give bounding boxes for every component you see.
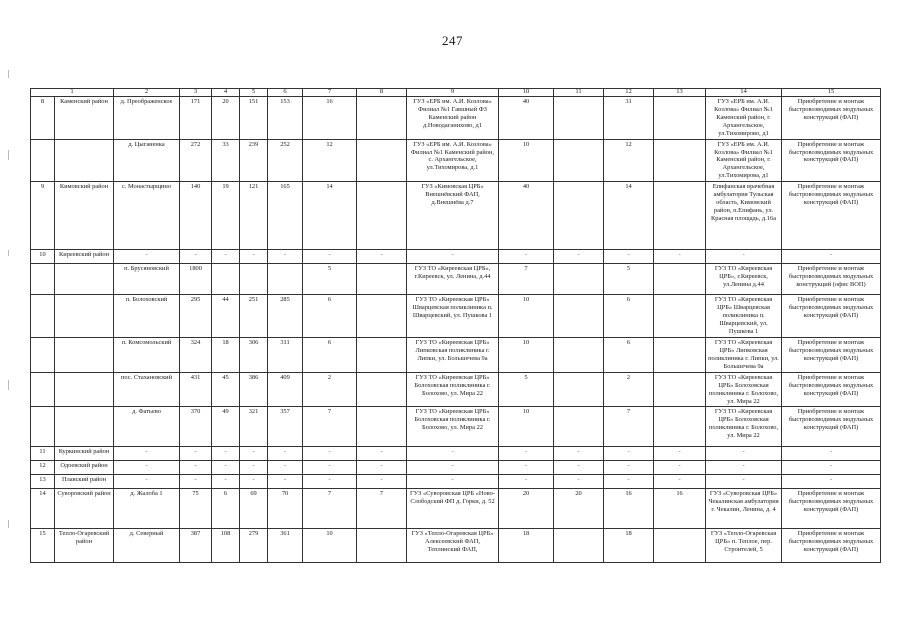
table-row <box>31 475 881 489</box>
value-cell: 33 <box>212 139 240 182</box>
value-cell <box>654 264 706 295</box>
value-cell: 7 <box>303 407 357 447</box>
district-cell <box>55 295 114 338</box>
value-cell: 5 <box>604 264 654 295</box>
value-cell: 18 <box>212 337 240 372</box>
district-cell <box>55 407 114 447</box>
facility-cell: - <box>706 250 782 264</box>
facility-cell: - <box>407 461 499 475</box>
district-cell <box>55 372 114 407</box>
value-cell: - <box>604 475 654 489</box>
value-cell <box>554 337 604 372</box>
value-cell <box>268 264 303 295</box>
facility-cell: ГУЗ «Кимовская ЦРБ» Внешнёвский ФАП, д.Внешнёва д.7 <box>407 182 499 250</box>
table-row <box>31 461 881 475</box>
district-cell: Плавский район <box>55 475 114 489</box>
row-number-cell: 10 <box>31 250 55 264</box>
row-number-cell: 13 <box>31 475 55 489</box>
value-cell: 31 <box>604 96 654 139</box>
value-cell <box>554 407 604 447</box>
facility-cell: - <box>706 475 782 489</box>
value-cell: - <box>240 447 268 461</box>
value-cell: - <box>303 250 357 264</box>
measure-cell: Приобретение и монтаж быстровозводимых модульных конструкций (ФАП) <box>782 529 881 563</box>
value-cell: 6 <box>303 337 357 372</box>
value-cell: 7 <box>357 489 407 529</box>
facility-cell: ГУЗ «Тепло-Огаревская ЦРБ» п. Теплое, пер. Строителей, 5 <box>706 529 782 563</box>
settlement-cell: д. Цыганенка <box>114 139 180 182</box>
value-cell <box>654 529 706 563</box>
value-cell: 370 <box>180 407 212 447</box>
table-row <box>31 372 881 407</box>
settlement-cell: - <box>114 250 180 264</box>
value-cell: 361 <box>268 529 303 563</box>
value-cell <box>554 372 604 407</box>
row-number-cell: 9 <box>31 182 55 250</box>
measure-cell: Приобретение и монтаж быстровозводимых модульных конструкций (ФАП) <box>782 407 881 447</box>
value-cell: - <box>554 461 604 475</box>
header-cell: 3 <box>180 89 212 97</box>
value-cell: 16 <box>604 489 654 529</box>
value-cell: 20 <box>212 96 240 139</box>
district-cell: Тепло-Огаревский район <box>55 529 114 563</box>
edge-tick <box>8 250 9 256</box>
facility-cell: - <box>706 447 782 461</box>
value-cell <box>554 182 604 250</box>
header-cell: 9 <box>407 89 499 97</box>
measure-cell: Приобретение и монтаж быстровозводимых модульных конструкций (офис ВОП) <box>782 264 881 295</box>
measure-cell: - <box>782 447 881 461</box>
value-cell: 171 <box>180 96 212 139</box>
value-cell: 6 <box>604 337 654 372</box>
table-row <box>31 250 881 264</box>
value-cell: - <box>180 461 212 475</box>
value-cell: 45 <box>212 372 240 407</box>
value-cell: 272 <box>180 139 212 182</box>
facility-cell: ГУЗ «ЕРБ им. А.И. Козлова» Филиал №1 Каменский район, г. Архангельское, ул.Тихомирова, д1 <box>706 139 782 182</box>
value-cell: 311 <box>268 337 303 372</box>
value-cell <box>357 139 407 182</box>
value-cell <box>357 182 407 250</box>
value-cell <box>357 264 407 295</box>
value-cell: - <box>240 250 268 264</box>
value-cell: 18 <box>604 529 654 563</box>
settlement-cell: - <box>114 475 180 489</box>
facility-cell: ГУЗ «ЕРБ им. А.И. Козлова» Филиал №1 Каменский район, г. Архангельское, ул.Тихомирово, д1 <box>706 96 782 139</box>
value-cell: 5 <box>303 264 357 295</box>
facility-cell: ГУЗ ТО «Киреевская ЦРБ» Шварцевская поликлиника п. Шварцевский, ул. Пушкова 1 <box>407 295 499 338</box>
value-cell: 357 <box>268 407 303 447</box>
value-cell: 16 <box>654 489 706 529</box>
header-cell: 1 <box>31 89 114 97</box>
data-table <box>30 88 881 563</box>
value-cell <box>554 139 604 182</box>
header-cell: 15 <box>782 89 881 97</box>
value-cell: - <box>554 250 604 264</box>
header-cell: 8 <box>357 89 407 97</box>
header-cell: 13 <box>654 89 706 97</box>
settlement-cell: - <box>114 461 180 475</box>
value-cell: - <box>180 475 212 489</box>
value-cell <box>654 407 706 447</box>
value-cell: - <box>499 461 554 475</box>
edge-tick <box>8 520 9 528</box>
table-row <box>31 264 881 295</box>
value-cell: 251 <box>240 295 268 338</box>
value-cell: 14 <box>604 182 654 250</box>
value-cell <box>654 182 706 250</box>
value-cell <box>654 139 706 182</box>
header-cell: 2 <box>114 89 180 97</box>
district-cell: Киреевский район <box>55 250 114 264</box>
value-cell: 10 <box>499 139 554 182</box>
facility-cell: ГУЗ ТО «Киреевская ЦРБ» Болоховская поликлиника г. Болохово, ул. Мира 22 <box>407 407 499 447</box>
row-number-cell <box>31 337 55 372</box>
value-cell: 10 <box>303 529 357 563</box>
value-cell: 387 <box>180 529 212 563</box>
value-cell: 7 <box>303 489 357 529</box>
value-cell: - <box>499 250 554 264</box>
value-cell <box>357 372 407 407</box>
settlement-cell: с. Монастырщино <box>114 182 180 250</box>
facility-cell: - <box>407 475 499 489</box>
value-cell: - <box>654 250 706 264</box>
district-cell: Одоевский район <box>55 461 114 475</box>
table-row <box>31 489 881 529</box>
edge-tick <box>8 70 9 78</box>
value-cell: 279 <box>240 529 268 563</box>
value-cell: - <box>499 475 554 489</box>
value-cell: - <box>554 447 604 461</box>
table-row <box>31 295 881 338</box>
value-cell: 12 <box>604 139 654 182</box>
measure-cell: Приобретение и монтаж быстровозводимых модульных конструкций (ФАП) <box>782 489 881 529</box>
value-cell: 151 <box>240 96 268 139</box>
measure-cell: Приобретение и монтаж быстровозводимых модульных конструкций (ФАП) <box>782 96 881 139</box>
page-number: 247 <box>442 33 463 48</box>
value-cell: - <box>604 250 654 264</box>
value-cell <box>554 529 604 563</box>
value-cell: - <box>303 461 357 475</box>
facility-cell: ГУЗ «Суворовская ЦРБ «Ново-Слободский ФП д. Горки, д. 52 <box>407 489 499 529</box>
value-cell: 252 <box>268 139 303 182</box>
row-number-cell: 14 <box>31 489 55 529</box>
value-cell <box>654 337 706 372</box>
value-cell: 10 <box>499 407 554 447</box>
value-cell <box>554 295 604 338</box>
table-row <box>31 96 881 139</box>
value-cell <box>357 295 407 338</box>
value-cell: 153 <box>268 96 303 139</box>
header-row <box>31 89 881 97</box>
district-cell: Каменский район <box>55 96 114 139</box>
value-cell: - <box>604 447 654 461</box>
measure-cell: Приобретение и монтаж быстровозводимых модульных конструкций (ФАП) <box>782 372 881 407</box>
table-row <box>31 182 881 250</box>
facility-cell: ГУЗ ТО «Киреевская ЦРБ» Липковская поликлиника г. Липки, ул. Большечева 9а <box>706 337 782 372</box>
edge-tick <box>8 150 9 160</box>
value-cell: - <box>212 475 240 489</box>
measure-cell: - <box>782 461 881 475</box>
row-number-cell: 15 <box>31 529 55 563</box>
header-cell: 5 <box>240 89 268 97</box>
value-cell: 12 <box>303 139 357 182</box>
value-cell: 140 <box>180 182 212 250</box>
value-cell: - <box>654 475 706 489</box>
value-cell: - <box>654 447 706 461</box>
measure-cell: Приобретение и монтаж быстровозводимых модульных конструкций (ФАП) <box>782 182 881 250</box>
row-number-cell: 11 <box>31 447 55 461</box>
value-cell: - <box>212 461 240 475</box>
district-cell: Кимовский район <box>55 182 114 250</box>
value-cell: - <box>268 475 303 489</box>
header-cell: 4 <box>212 89 240 97</box>
value-cell: 306 <box>240 337 268 372</box>
facility-cell: ГУЗ ТО «Киреевская ЦРБ» Шварцевская поликлиника п. Шварцевский, ул. Пушкова 1 <box>706 295 782 338</box>
district-cell <box>55 264 114 295</box>
value-cell: 409 <box>268 372 303 407</box>
value-cell: 7 <box>499 264 554 295</box>
facility-cell: ГУЗ ТО «Киреевская ЦРБ» Болоховская поликлиника г. Болохово, ул. Мира 22 <box>407 372 499 407</box>
district-cell <box>55 139 114 182</box>
row-number-cell <box>31 407 55 447</box>
value-cell <box>357 529 407 563</box>
value-cell: - <box>240 461 268 475</box>
value-cell: - <box>357 250 407 264</box>
value-cell: 2 <box>604 372 654 407</box>
value-cell: - <box>357 475 407 489</box>
header-cell: 6 <box>268 89 303 97</box>
value-cell <box>654 372 706 407</box>
value-cell: 386 <box>240 372 268 407</box>
header-cell: 11 <box>554 89 604 97</box>
header-cell: 14 <box>706 89 782 97</box>
edge-tick <box>8 380 9 390</box>
value-cell: 2 <box>303 372 357 407</box>
measure-cell: Приобретение и монтаж быстровозводимых модульных конструкций (ФАП) <box>782 139 881 182</box>
value-cell: - <box>654 461 706 475</box>
facility-cell: ГУЗ «ЕРБ им. А.И. Козлова» Филиал №1 Гавшный ФЗ Каменский район д.Новодаганихово, д1 <box>407 96 499 139</box>
settlement-cell: пос. Стахановский <box>114 372 180 407</box>
value-cell: - <box>212 250 240 264</box>
value-cell: 239 <box>240 139 268 182</box>
value-cell: - <box>268 250 303 264</box>
value-cell: 1800 <box>180 264 212 295</box>
table-row <box>31 337 881 372</box>
facility-cell: - <box>407 447 499 461</box>
district-cell: Куркинский район <box>55 447 114 461</box>
value-cell: 70 <box>268 489 303 529</box>
value-cell: 165 <box>268 182 303 250</box>
value-cell: - <box>268 461 303 475</box>
value-cell: - <box>303 475 357 489</box>
value-cell: 16 <box>303 96 357 139</box>
row-number-cell <box>31 295 55 338</box>
table-row <box>31 407 881 447</box>
value-cell: 20 <box>554 489 604 529</box>
value-cell: - <box>212 447 240 461</box>
value-cell: - <box>180 250 212 264</box>
value-cell <box>240 264 268 295</box>
value-cell: 10 <box>499 337 554 372</box>
facility-cell: ГУЗ ТО «Киреевская ЦРБ» Болоховская поликлиника г. Болохово, ул. Мира 22 <box>706 372 782 407</box>
value-cell: 321 <box>240 407 268 447</box>
value-cell <box>357 407 407 447</box>
facility-cell: ГУЗ «ЕРБ им. А.И. Козлова» Филиал №1 Каменский район, с. Архангельское, ул.Тихомирова, д.1 <box>407 139 499 182</box>
facility-cell: ГУЗ ТО «Киреевская ЦРБ», г.Киреевск, ул.Ленина д.44 <box>706 264 782 295</box>
settlement-cell: п. Комсомольский <box>114 337 180 372</box>
value-cell <box>654 96 706 139</box>
value-cell <box>654 295 706 338</box>
settlement-cell: д. Жалоба 1 <box>114 489 180 529</box>
row-number-cell <box>31 264 55 295</box>
table-row <box>31 139 881 182</box>
facility-cell: - <box>407 250 499 264</box>
value-cell: - <box>604 461 654 475</box>
value-cell: 6 <box>604 295 654 338</box>
value-cell: 14 <box>303 182 357 250</box>
value-cell: 6 <box>212 489 240 529</box>
district-cell <box>55 337 114 372</box>
value-cell: 10 <box>499 295 554 338</box>
value-cell: 121 <box>240 182 268 250</box>
table-row <box>31 529 881 563</box>
value-cell: 431 <box>180 372 212 407</box>
facility-cell: ГУЗ ТО «Киреевская ЦРБ», г.Киреевск, ул. Ленина, д.44 <box>407 264 499 295</box>
facility-cell: ГУЗ «Суворовская ЦРБ» Чекалинская амбулатория г. Чекалин, Ленина, д. 4 <box>706 489 782 529</box>
value-cell: 69 <box>240 489 268 529</box>
value-cell <box>554 264 604 295</box>
row-number-cell: 8 <box>31 96 55 139</box>
settlement-cell: п. Брусяновский <box>114 264 180 295</box>
header-cell: 10 <box>499 89 554 97</box>
value-cell: 75 <box>180 489 212 529</box>
value-cell: 49 <box>212 407 240 447</box>
value-cell: 295 <box>180 295 212 338</box>
facility-cell: Епифанская врачебная амбулатория Тульская область, Кимовский район, п.Епифань, ул. Красная площадь, д.16а <box>706 182 782 250</box>
measure-cell: Приобретение и монтаж быстровозводимых модульных конструкций (ФАП) <box>782 295 881 338</box>
facility-cell: ГУЗ ТО «Киреевская ЦРБ» Липковская поликлиника г. Липки, ул. Большечева 9а <box>407 337 499 372</box>
measure-cell: - <box>782 250 881 264</box>
table-row <box>31 447 881 461</box>
value-cell: 44 <box>212 295 240 338</box>
value-cell: 324 <box>180 337 212 372</box>
value-cell: - <box>180 447 212 461</box>
value-cell: 19 <box>212 182 240 250</box>
value-cell: 40 <box>499 96 554 139</box>
value-cell: - <box>357 447 407 461</box>
value-cell: 18 <box>499 529 554 563</box>
facility-cell: ГУЗ ТО «Киреевская ЦРБ» Болоховская поликлиника г. Болохово, ул. Мира 22 <box>706 407 782 447</box>
value-cell <box>554 96 604 139</box>
value-cell: - <box>554 475 604 489</box>
settlement-cell: д. Фатьево <box>114 407 180 447</box>
value-cell: - <box>357 461 407 475</box>
header-cell: 7 <box>303 89 357 97</box>
value-cell: - <box>240 475 268 489</box>
value-cell <box>212 264 240 295</box>
settlement-cell: - <box>114 447 180 461</box>
district-cell: Суворовский район <box>55 489 114 529</box>
measure-cell: Приобретение и монтаж быстровозводимых модульных конструкций (ФАП) <box>782 337 881 372</box>
value-cell <box>357 337 407 372</box>
value-cell: 20 <box>499 489 554 529</box>
facility-cell: ГУЗ «Тепло-Огаревская ЦРБ» Алексеевский ФАП, Теплинский ФАП, <box>407 529 499 563</box>
row-number-cell <box>31 372 55 407</box>
settlement-cell: д. Северный <box>114 529 180 563</box>
header-cell: 12 <box>604 89 654 97</box>
value-cell: 40 <box>499 182 554 250</box>
value-cell: 285 <box>268 295 303 338</box>
value-cell: 5 <box>499 372 554 407</box>
value-cell: - <box>268 447 303 461</box>
value-cell: - <box>303 447 357 461</box>
value-cell: - <box>499 447 554 461</box>
value-cell: 6 <box>303 295 357 338</box>
settlement-cell: д. Преображенское <box>114 96 180 139</box>
value-cell: 7 <box>604 407 654 447</box>
facility-cell: - <box>706 461 782 475</box>
measure-cell: - <box>782 475 881 489</box>
row-number-cell <box>31 139 55 182</box>
value-cell <box>357 96 407 139</box>
value-cell: 108 <box>212 529 240 563</box>
row-number-cell: 12 <box>31 461 55 475</box>
settlement-cell: п. Болоховский <box>114 295 180 338</box>
